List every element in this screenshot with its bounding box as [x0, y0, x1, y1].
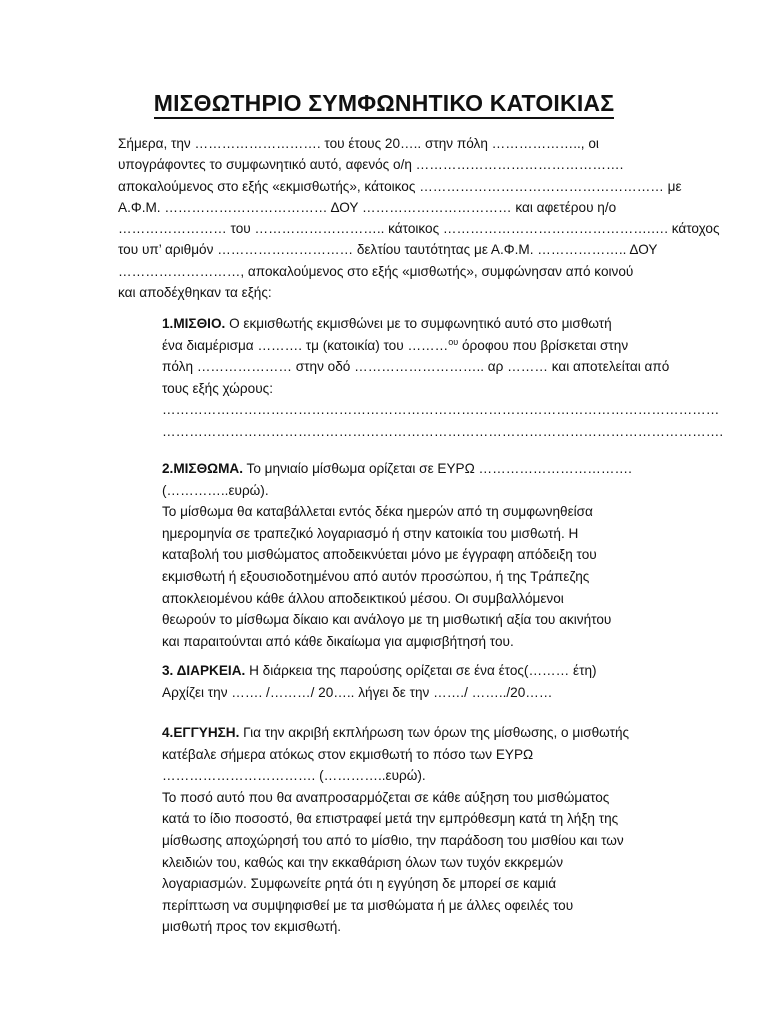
section-guarantee-line: περίπτωση να συμψηφισθεί με τα μισθώματα ή με άλλες οφειλές του	[162, 897, 574, 913]
intro-line: αποκαλούμενος στο εξής «εκμισθωτής», κάτοικος ……………………………………………… με	[118, 178, 682, 194]
section-rent-line: (…………..ευρώ).	[162, 482, 269, 498]
section-premises-line	[162, 335, 652, 357]
section-premises	[162, 313, 724, 443]
section-premises-heading: 1.ΜΙΣΘΙΟ.	[162, 316, 226, 331]
section-guarantee-line: λογαριασμών. Συμφωνείτε ρητά ότι η εγγύηση δε μπορεί σε καμιά	[162, 876, 557, 892]
intro-line: υπογράφοντες το συμφωνητικό αυτό, αφενός ο/η ……………………………………….	[118, 157, 624, 173]
section-guarantee	[162, 722, 652, 938]
section-rent-line: θεωρούν το μίσθωμα δίκαιο και ανάλογο με τη μισθωτική αξία του ακινήτου	[162, 612, 612, 628]
section-duration-heading: 3. ΔΙΑΡΚΕΙΑ.	[162, 663, 246, 678]
section-guarantee-line: ……………………………. (…………..ευρώ).	[162, 768, 426, 784]
section-rent-line: εκμισθωτή ή εξουσιοδοτημένου από αυτόν προσώπου, ή της Τράπεζης	[162, 568, 590, 584]
section-premises-text: ένα διαμέρισμα ………. τμ (κατοικία) του ………	[162, 337, 449, 353]
section-premises-line	[162, 313, 652, 335]
intro-line: και αποδέχθηκαν τα εξής:	[118, 285, 272, 301]
section-guarantee-text: Για την ακριβή εκπλήρωση των όρων της μίσθωσης, ο μισθωτής	[239, 725, 630, 740]
intro-line: του υπ’ αριθμόν ………………………… δελτίου ταυτότητας με Α.Φ.Μ. ……………….. ΔΟΥ	[118, 242, 658, 258]
section-premises-line: τους εξής χώρους:	[162, 380, 273, 396]
section-rent	[162, 458, 652, 652]
section-duration	[162, 660, 652, 703]
section-premises-line: πόλη ………………… στην οδό ……………………….. αρ ……… και αποτελείται από	[162, 359, 670, 375]
section-rent-line	[162, 458, 652, 480]
section-premises-text: Ο εκμισθωτής εκμισθώνει με το συμφωνητικό αυτό στο μισθωτή	[225, 316, 612, 331]
section-rent-heading: 2.ΜΙΣΘΩΜΑ.	[162, 461, 243, 476]
section-rent-line: ημερομηνία σε τραπεζικό λογαριασμό ή στην κατοικία του μισθωτή. Η	[162, 525, 579, 541]
section-guarantee-line: μισθωτή προς τον εκμισθωτή.	[162, 919, 342, 935]
floor-ordinal-suffix: ου	[448, 336, 459, 347]
intro-line: …………………… του ……………………….. κάτοικος ……………………………………….…. κάτοχος	[118, 221, 720, 237]
section-rent-line: και παραιτούνται από κάθε δικαίωμα για αμφισβήτησή του.	[162, 633, 514, 649]
section-duration-text: Η διάρκεια της παρούσης ορίζεται σε ένα έτος(……… έτη)	[245, 663, 597, 678]
section-premises-line: …………………………………………………………………………………………………………….	[162, 423, 724, 439]
section-guarantee-line	[162, 722, 652, 744]
section-premises-text: όροφου που βρίσκεται στην	[458, 337, 629, 353]
section-guarantee-line: κατέβαλε σήμερα ατόκως στον εκμισθωτή το πόσο των ΕΥΡΩ	[162, 746, 534, 762]
document-title-text: ΜΙΣΘΩΤΗΡΙΟ ΣΥΜΦΩΝΗΤΙΚΟ ΚΑΤΟΙΚΙΑΣ	[154, 90, 615, 119]
section-premises-line: ……………………………………………………………………………………………………………	[162, 402, 720, 418]
section-rent-line: αποκλειομένου κάθε άλλου αποδεικτικού μέσου. Οι συμβαλλόμενοι	[162, 590, 564, 606]
section-guarantee-line: μίσθωσης αποχώρησή του από το μίσθιο, την παράδοση του μισθίου και των	[162, 832, 624, 848]
intro-line: ………………………, αποκαλούμενος στο εξής «μισθωτής», συμφώνησαν από κοινού	[118, 263, 634, 279]
section-duration-line	[162, 660, 652, 682]
section-guarantee-line: κλειδιών του, καθώς και την εκκαθάριση όλων των τυχόν εκκρεμών	[162, 854, 564, 870]
intro-line: Σήμερα, την ………………………. του έτους 20….. στην πόλη ……………….., οι	[118, 136, 599, 151]
section-rent-text: Το μηνιαίο μίσθωμα ορίζεται σε ΕΥΡΩ …………………………….	[243, 461, 632, 476]
section-guarantee-heading: 4.ΕΓΓΥΗΣΗ.	[162, 725, 240, 740]
section-duration-line: Αρχίζει την ……. /………/ 20….. λήγει δε την ……./ ……../20……	[162, 684, 553, 700]
document-title	[0, 90, 768, 117]
intro-paragraph	[118, 133, 720, 303]
section-rent-line: καταβολή του μισθώματος αποδεικνύεται μόνο με έγγραφη απόδειξη του	[162, 547, 597, 563]
section-guarantee-line: κατά το ίδιο ποσοστό, θα επιστραφεί μετά την εμπρόθεσμη κατά τη λήξη της	[162, 811, 619, 827]
intro-line: Α.Φ.Μ. ……………………………… ΔΟΥ …………………………… και αφετέρου η/ο	[118, 199, 617, 215]
section-guarantee-line: Το ποσό αυτό που θα αναπροσαρμόζεται σε κάθε αύξηση του μισθώματος	[162, 789, 610, 805]
section-rent-line: Το μίσθωμα θα καταβάλλεται εντός δέκα ημερών από τη συμφωνηθείσα	[162, 504, 593, 520]
